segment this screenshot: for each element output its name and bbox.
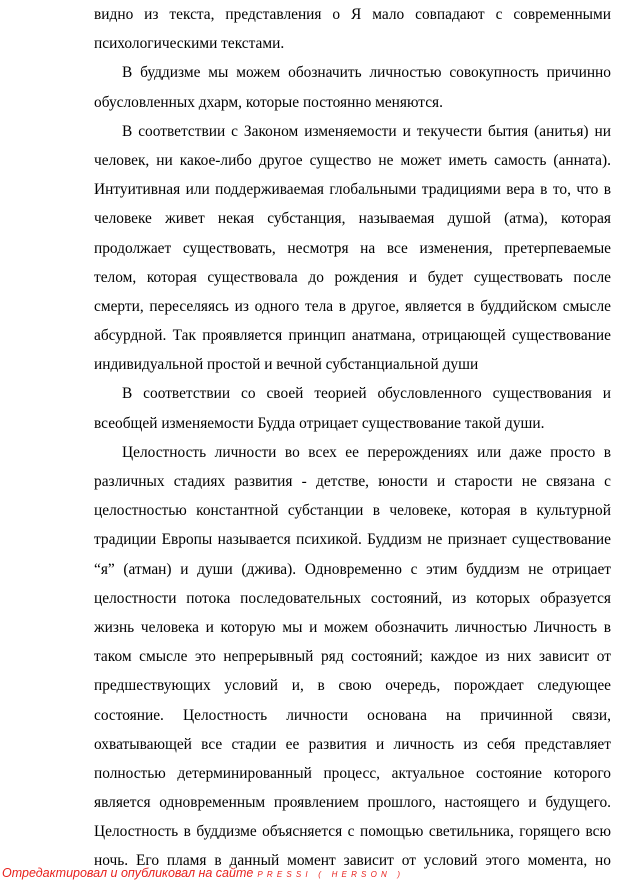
- text-line: Интуитивная или поддерживаемая глобальными традициями вера в то, что в: [94, 181, 611, 199]
- text-line: традиции Европы называется психикой. Буддизм не признает существование: [94, 531, 611, 549]
- text-line: “я” (атман) и души (джива). Одновременно с этим буддизм не отрицает: [94, 560, 611, 578]
- text-line: таком смысле это непрерывный ряд состояний; каждое из них зависит от: [94, 648, 611, 666]
- footer-credit: [2, 864, 404, 882]
- text-line: телом, которая существовала до рождения и будет существовать после: [94, 268, 611, 286]
- text-line: ночь. Его пламя в данный момент зависит от условий этого момента, но: [94, 852, 611, 870]
- text-line: обусловленных дхарм, которые постоянно меняются.: [94, 93, 443, 111]
- text-line: продолжает существовать, несмотря на все изменения, претерпеваемые: [94, 239, 611, 257]
- text-line: видно из текста, представления о Я мало совпадают с современными: [94, 6, 611, 23]
- text-line: жизнь человека и которую мы и можем обозначить личностью Личность в: [94, 618, 611, 636]
- text-line: смерти, переселяясь из одного тела в другое, является в буддийском смысле: [94, 297, 611, 315]
- text-line: В соответствии с Законом изменяемости и текучести бытия (анитья) ни: [122, 122, 611, 140]
- text-line: является одновременным проявлением прошлого, настоящего и будущего.: [94, 794, 611, 812]
- text-line: индивидуальной простой и вечной субстанциальной души: [94, 356, 479, 374]
- text-line: Целостность в буддизме объясняется с помощью светильника, горящего всю: [94, 823, 611, 841]
- text-line: состояние. Целостность личности основана на причинной связи,: [94, 706, 611, 724]
- text-line: психологическими текстами.: [94, 35, 285, 53]
- footer-text: Отредактировал и опубликовал на сайте: [2, 866, 254, 880]
- text-line: целостностью константной субстанции в человеке, которая в культурной: [94, 502, 611, 520]
- text-line: В буддизме мы можем обозначить личностью совокупность причинно: [122, 64, 611, 82]
- text-line: В соответствии со своей теорией обусловленного существования и: [122, 385, 611, 403]
- text-line: человеке живет некая субстанция, называемая душой (атма), которая: [94, 210, 611, 228]
- text-line: абсурдной. Так проявляется принцип анатмана, отрицающей существование: [94, 327, 611, 345]
- text-line: предшествующих условий и, в свою очередь, порождает следующее: [94, 677, 611, 695]
- footer-site-name: PRESSI ( HERSON ): [257, 870, 405, 879]
- text-line: целостности потока последовательных состояний, из которых образуется: [94, 589, 611, 607]
- text-line: всеобщей изменяемости Будда отрицает существование такой души.: [94, 414, 545, 432]
- text-line: полностью детерминированный процесс, актуальное состояние которого: [94, 764, 611, 782]
- text-line: человек, ни какое-либо другое существо не может иметь самость (анната).: [94, 151, 611, 169]
- text-line: охватывающей все стадии ее развития и личность из себя представляет: [94, 735, 611, 753]
- text-line: Целостность личности во всех ее перерождениях или даже просто в: [122, 443, 611, 461]
- text-line: различных стадиях развития - детстве, юности и старости не связана с: [94, 473, 611, 490]
